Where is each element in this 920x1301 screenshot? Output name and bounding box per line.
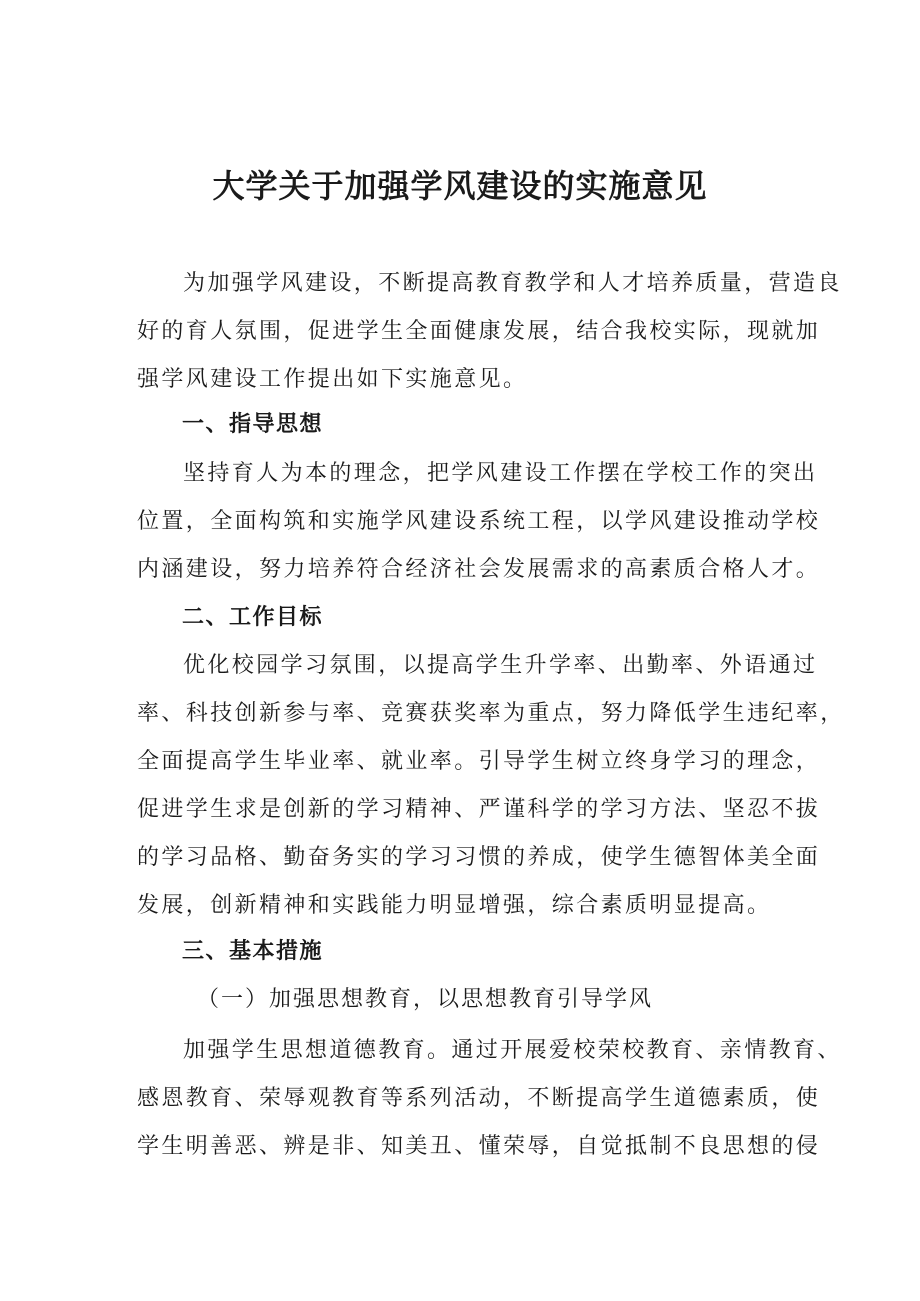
intro-line-2: 好的育人氛围，促进学生全面健康发展，结合我校实际，现就加	[137, 319, 821, 344]
section-3-line-2: 感恩教育、荣辱观教育等系列活动，不断提高学生道德素质，使	[137, 1086, 821, 1111]
section-1-line-1: 坚持育人为本的理念，把学风建设工作摆在学校工作的突出	[183, 461, 818, 486]
section-2-paragraph	[137, 642, 845, 930]
section-2-heading: 二、工作目标	[182, 605, 324, 630]
section-2-line-2: 率、科技创新参与率、竞赛获奖率为重点，努力降低学生违纪率，	[137, 701, 845, 726]
section-3-line-1: 加强学生思想道德教育。通过开展爱校荣校教育、亲情教育、	[183, 1038, 842, 1063]
section-3-line-3: 学生明善恶、辨是非、知美丑、懂荣辱，自觉抵制不良思想的侵	[137, 1134, 821, 1159]
section-2-line-6: 发展，创新精神和实践能力明显增强，综合素质明显提高。	[137, 893, 772, 918]
section-2-line-5: 的学习品格、勤奋务实的学习习惯的养成，使学生德智体美全面	[137, 845, 821, 870]
intro-line-3: 强学风建设工作提出如下实施意见。	[137, 367, 528, 392]
section-1-line-2: 位置，全面构筑和实施学风建设系统工程，以学风建设推动学校	[137, 509, 821, 534]
section-1-heading: 一、指导思想	[182, 412, 324, 437]
section-3-paragraph	[137, 1027, 842, 1171]
section-2-line-4: 促进学生求是创新的学习精神、严谨科学的学习方法、坚忍不拔	[137, 797, 821, 822]
section-1-paragraph	[137, 450, 821, 594]
section-2-line-3: 全面提高学生毕业率、就业率。引导学生树立终身学习的理念，	[137, 749, 821, 774]
intro-line-1: 为加强学风建设，不断提高教育教学和人才培养质量，营造良	[183, 271, 842, 296]
section-3-heading: 三、基本措施	[182, 939, 324, 964]
document-title: 大学关于加强学风建设的实施意见	[212, 167, 708, 205]
intro-paragraph	[137, 260, 842, 404]
section-2-line-1: 优化校园学习氛围，以提高学生升学率、出勤率、外语通过	[183, 653, 818, 678]
section-3-subheading: （一）加强思想教育，以思想教育引导学风	[197, 987, 654, 1012]
section-1-line-3: 内涵建设，努力培养符合经济社会发展需求的高素质合格人才。	[137, 557, 821, 582]
